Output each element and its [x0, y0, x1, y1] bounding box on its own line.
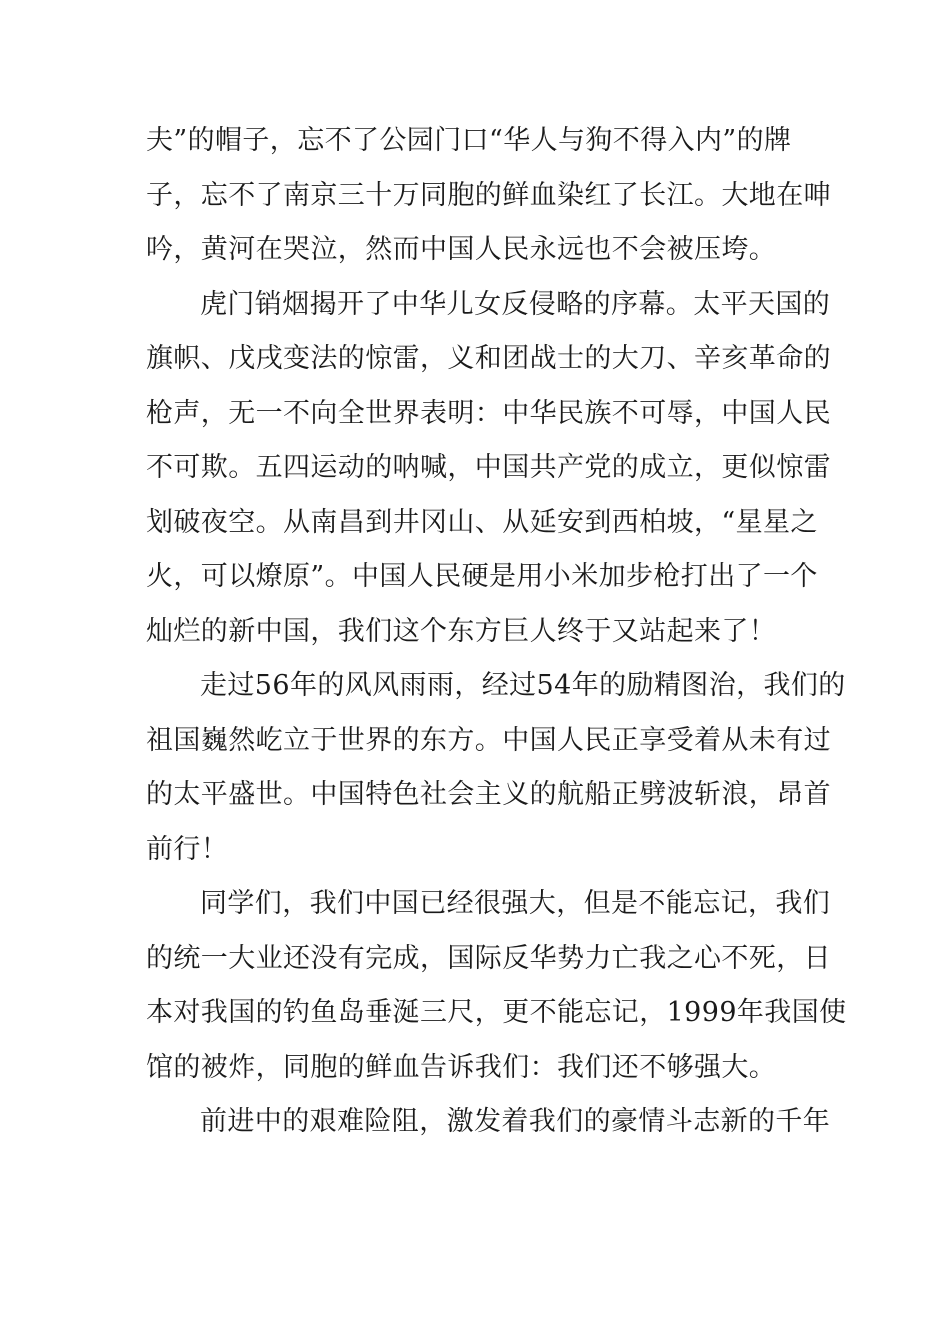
text-line: 夫”的帽子，忘不了公园门口“华人与狗不得入内”的牌	[146, 125, 792, 156]
paragraph-start-line: 同学们，我们中国已经很强大，但是不能忘记，我们	[200, 888, 831, 919]
paragraph-start-line: 虎门销烟揭开了中华儿女反侵略的序幕。太平天国的	[200, 288, 831, 320]
text-line: 前行！	[146, 833, 229, 865]
text-line: 旗帜、戊戌变法的惊雷，义和团战士的大刀、辛亥革命的	[146, 343, 831, 374]
text-line: 枪声，无一不向全世界表明：中华民族不可辱，中国人民	[146, 397, 831, 429]
text-line: 灿烂的新中国，我们这个东方巨人终于又站起来了！	[146, 615, 777, 647]
paragraph-start-line: 走过56年的风风雨雨，经过54年的励精图治，我们的	[200, 670, 846, 701]
text-line: 不可欺。五四运动的呐喊，中国共产党的成立，更似惊雷	[146, 452, 831, 483]
text-line: 祖国巍然屹立于世界的东方。中国人民正享受着从未有过	[146, 724, 831, 756]
document-body	[146, 114, 847, 1150]
text-line: 的统一大业还没有完成，国际反华势力亡我之心不死，日	[146, 942, 831, 974]
text-line: 火，可以燎原”。中国人民硬是用小米加步枪打出了一个	[146, 561, 818, 592]
text-line: 的太平盛世。中国特色社会主义的航船正劈波斩浪，昂首	[146, 779, 831, 810]
text-line: 划破夜空。从南昌到井冈山、从延安到西柏坡，“星星之	[146, 506, 818, 538]
text-line: 馆的被炸，同胞的鲜血告诉我们：我们还不够强大。	[146, 1051, 777, 1083]
paragraph-start-line: 前进中的艰难险阻，激发着我们的豪情斗志新的千年	[200, 1106, 831, 1137]
text-line: 本对我国的钓鱼岛垂涎三尺，更不能忘记，1999年我国使	[146, 997, 847, 1028]
text-line: 吟，黄河在哭泣，然而中国人民永远也不会被压垮。	[146, 234, 777, 265]
text-line: 子，忘不了南京三十万同胞的鲜血染红了长江。大地在呻	[146, 179, 831, 211]
